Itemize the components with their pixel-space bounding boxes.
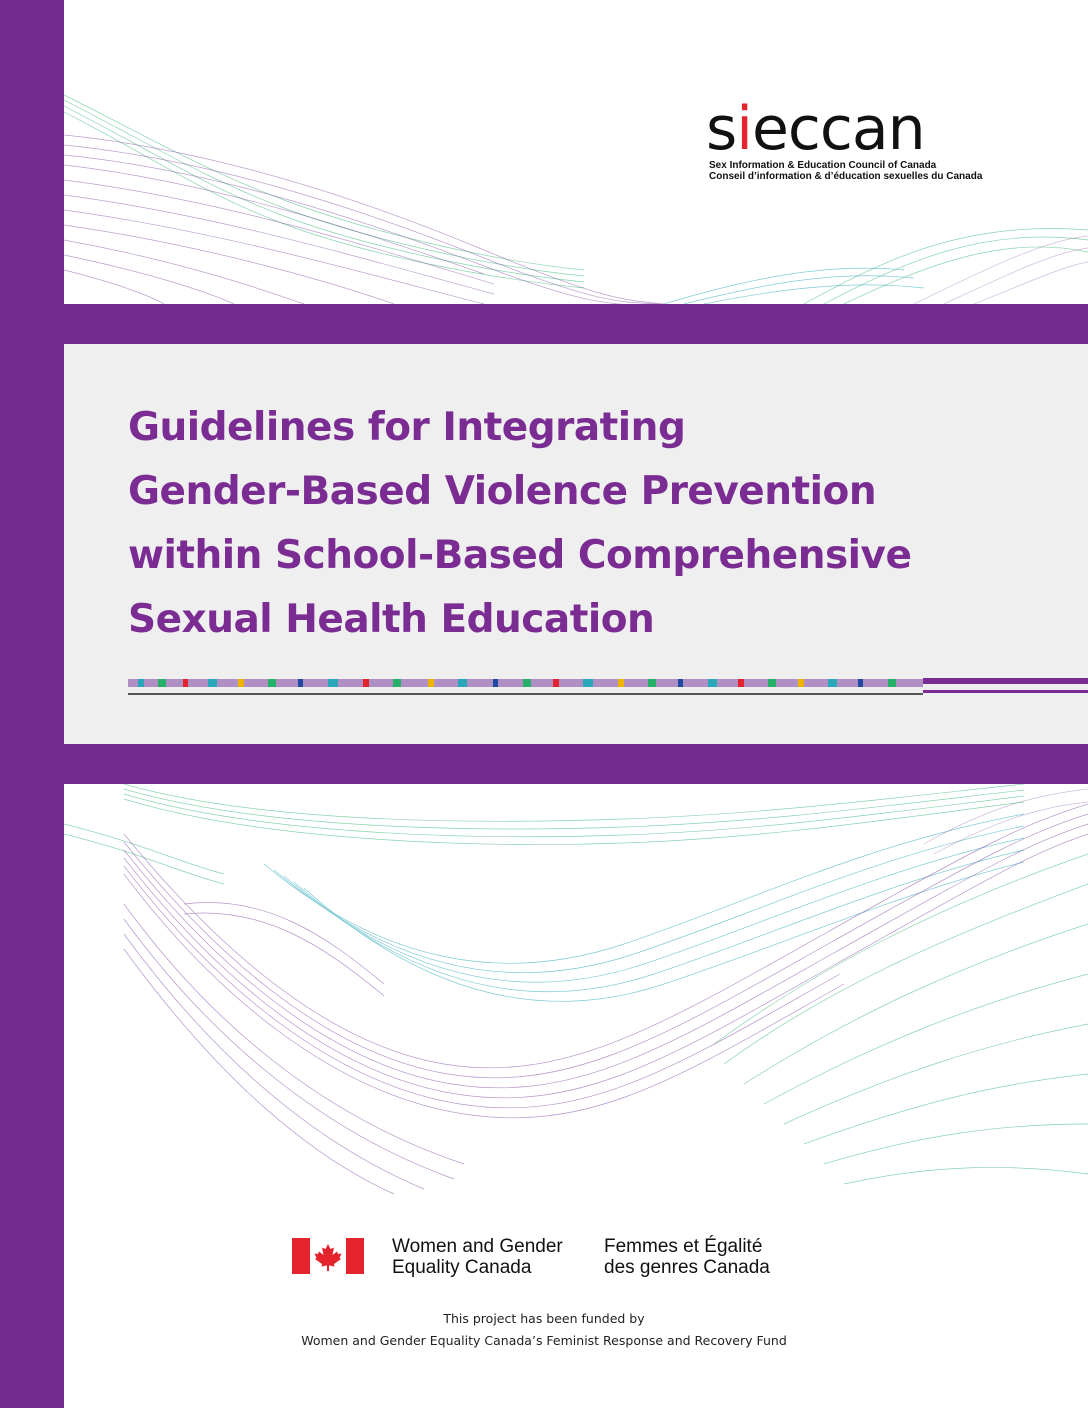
sieccan-wordmark: sieccan [706, 94, 925, 164]
funder-name-en-line: Equality Canada [392, 1257, 532, 1278]
funder-name-en [392, 1236, 563, 1278]
bottom-wave-decoration [64, 784, 1088, 1204]
title-line: Gender-Based Violence Prevention [128, 469, 877, 514]
logo-subtitle-fr: Conseil d’information & d’éducation sexuelles du Canada [709, 171, 983, 182]
title-line: Sexual Health Education [128, 597, 655, 642]
title-line: Guidelines for Integrating [128, 405, 686, 450]
left-accent-bar [0, 0, 64, 1408]
funder-name-fr [604, 1236, 770, 1278]
funding-note [64, 1308, 1024, 1352]
bottom-purple-band [64, 744, 1088, 784]
title-line: within School-Based Comprehensive [128, 533, 912, 578]
multicolor-divider [128, 676, 1088, 700]
top-purple-band [64, 304, 1088, 344]
sieccan-logo [706, 94, 1006, 182]
funding-note-line: This project has been funded by [443, 1311, 645, 1326]
canada-flag-icon [292, 1238, 364, 1274]
page-title [128, 396, 911, 652]
funding-note-line: Women and Gender Equality Canada’s Feminist Response and Recovery Fund [301, 1333, 787, 1348]
logo-subtitle-en: Sex Information & Education Council of Canada [709, 160, 937, 171]
funder-name-fr-line: Femmes et Égalité [604, 1236, 763, 1257]
funder-name-en-line: Women and Gender [392, 1236, 563, 1257]
funder-name-fr-line: des genres Canada [604, 1257, 770, 1278]
